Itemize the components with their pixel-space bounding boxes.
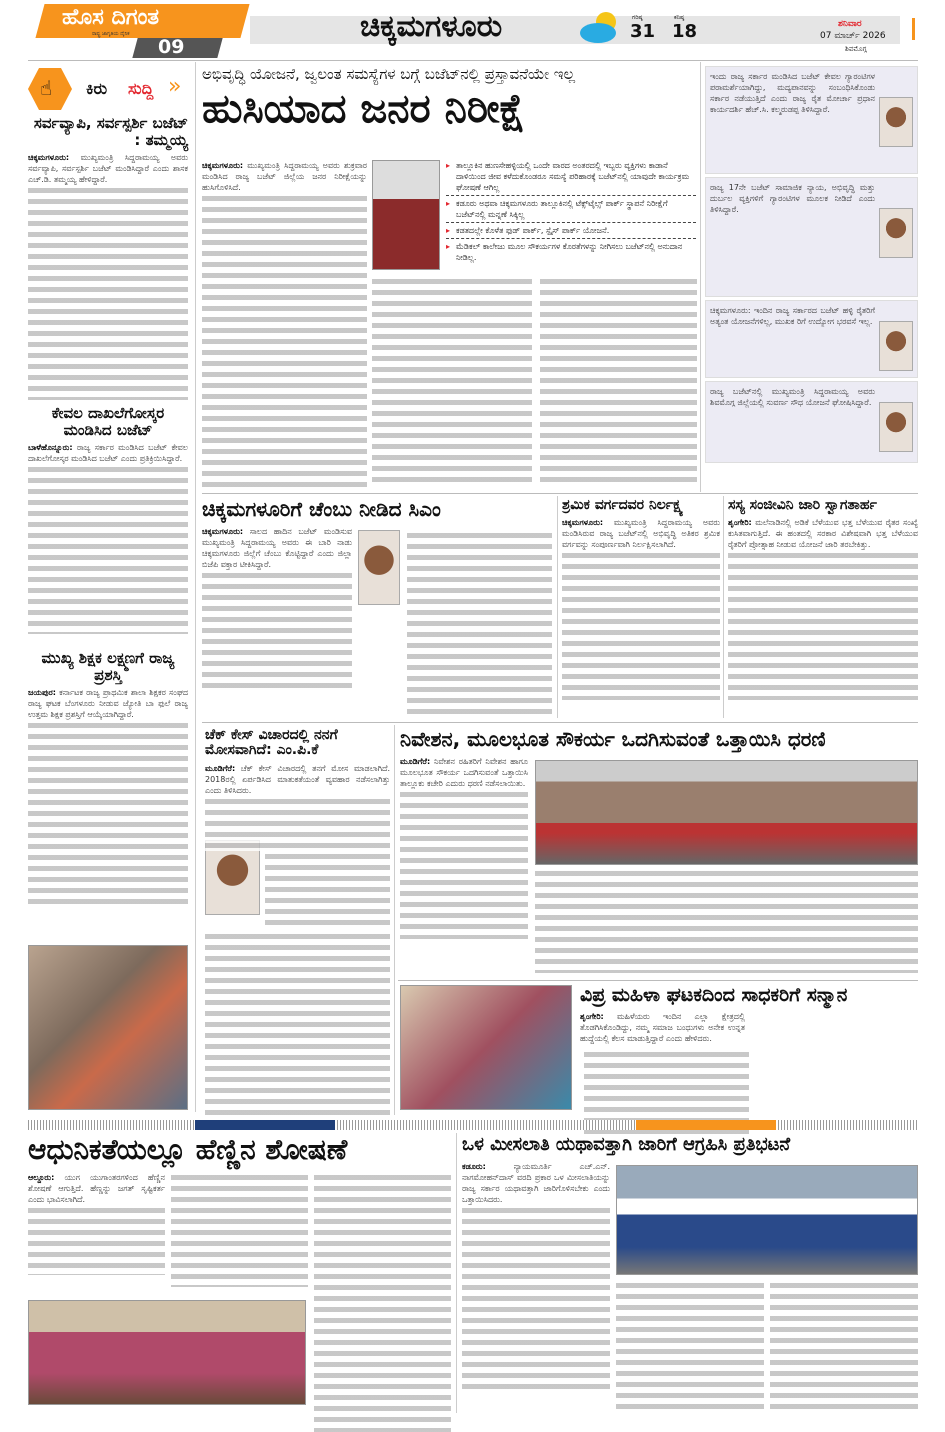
kirusuddi-label: ಕಿರು	[86, 79, 108, 98]
day: ಶನಿವಾರ	[838, 19, 862, 29]
portrait	[205, 840, 260, 915]
highlights	[446, 158, 696, 265]
highlight-item: ▸ ಮೆಡಿಕಲ್ ಕಾಲೇಜು ಮೂಲ ಸೌಕರ್ಯಗಳ ಕೊರತೆಗಳನ್ನು ನೀಗಿಸಲು ಬಜೆಟ್‌ನಲ್ಲಿ ಅನುದಾನ ನೀಡಿಲ್ಲ.	[446, 239, 696, 265]
kirusuddi-label-accent: ಸುದ್ದಿ	[128, 79, 154, 98]
logo-tagline: ರಾಷ್ಟ್ರ ಜಾಗೃತಿಯ ದೈನಿಕ	[92, 31, 130, 37]
portrait	[879, 402, 913, 452]
lead-text: ಸಾಲದ ಹಾದಿನ ಬಜೆಟ್ ಮಂಡಿಸುವ ಮುಖ್ಯಮಂತ್ರಿ ಸಿದ್ದರಾಮಯ್ಯ ಅವರು ಈ ಬಾರಿ ನಾಡು ಚಿಕ್ಕಮಗಳೂರು ಜಿಲ್ಲೆಗೆ ಚೆಂಬು ಕೊಟ್ಟಿದ್ದಾರೆ ಎಂದು ಜಿಲ್ಲಾ ಬಿಜೆಪಿ ವಕ್ತಾರ ಟೀಕಿಸಿದ್ದಾರೆ.	[202, 527, 352, 569]
lead-text: ನ್ಯಾಯಮೂರ್ತಿ ಎಚ್.ಎನ್. ನಾಗಮೋಹನ್‌ದಾಸ್ ವರದಿ ಪ್ರಕಾರ ಒಳ ಮೀಸಲಾತಿಯನ್ನು ರಾಜ್ಯ ಸರ್ಕಾರ ಯಥಾವತ್ತಾಗಿ ಜಾರಿಗೊಳಿಸಬೇಕು ಎಂದು ಒತ್ತಾಯಿಸಿದರು.	[462, 1161, 610, 1204]
portrait	[879, 321, 913, 371]
reaction-text: ಇಂದು ರಾಜ್ಯ ಸರ್ಕಾರ ಮಂಡಿಸಿದ ಬಜೆಟ್ ಕೇವಲ ಗ್ಯಾರಂಟಿಗಳ ಪರಾಮರ್ಶೆಯಾಗಿದ್ದು, ಮದ್ಯಪಾನವನ್ನು ಸಂಬಂಧಿಸಿಕೊಂಡು ಸರ್ಕಾರ ನಡೆಯುತ್ತಿದೆ ಎಂದು ರಾಜ್ಯ ರೈತ ಮೋರ್ಚಾ ಪ್ರಧಾನ ಕಾರ್ಯದರ್ಶಿ ಹೆಚ್.ಸಿ. ಕಲ್ಮರುಡಪ್ಪ ತಿಳಿಸಿದ್ದಾರೆ.	[710, 72, 875, 114]
hand-icon: ☝	[40, 76, 53, 100]
headline: ಆಧುನಿಕತೆಯಲ್ಲೂ ಹೆಣ್ಣಿನ ಶೋಷಣೆ	[28, 1133, 348, 1166]
lead-text: ಮುಖ್ಯಮಂತ್ರಿ ಸಿದ್ದರಾಮಯ್ಯ ಅವರು ಶುಕ್ರವಾರ ಮಂಡಿಸಿದ ರಾಜ್ಯ ಬಜೆಟ್ ಜಿಲ್ಲೆಯ ಜನರ ನಿರೀಕ್ಷೆಯನ್ನು ಹುಸಿಗೊಳಿಸಿದೆ.	[202, 161, 367, 192]
story-hennina-shoshane	[28, 1135, 453, 1432]
lead-text: ಮಹಿಳೆಯರು ಇಂದಿನ ಎಲ್ಲಾ ಕ್ಷೇತ್ರದಲ್ಲಿ ತೊಡಗಿಸಿಕೊಂಡಿದ್ದು, ನಮ್ಮ ಸಮಾಜ ಬಂಧುಗಳು ಅನೇಕ ಉನ್ನತ ಹುದ್ದೆಯಲ್ಲಿ ಕೆಲಸ ಮಾಡುತ್ತಿದ್ದಾರೆ ಎಂದು ಹೇಳಿದರು.	[580, 1011, 745, 1043]
headline: ಮುಖ್ಯ ಶಿಕ್ಷಕ ಲಕ್ಷ್ಮಣಗೆ ರಾಜ್ಯ ಪ್ರಶಸ್ತಿ	[41, 649, 175, 684]
dateline: ಬಾಳೆಹೊನ್ನೂರು:	[28, 443, 73, 452]
headline: ವಿಪ್ರ ಮಹಿಳಾ ಘಟಕದಿಂದ ಸಾಧಕರಿಗೆ ಸನ್ಮಾನ	[580, 984, 848, 1006]
headline: ಚೆಕ್ ಕೇಸ್ ವಿಚಾರದಲ್ಲಿ ನನಗೆ ಮೋಸವಾಗಿದೆ: ಎಂ.ಪಿ.ಕೆ	[205, 727, 338, 759]
min-temp: 18	[672, 21, 698, 42]
women-day-photo	[28, 1300, 306, 1405]
protest-march-photo	[616, 1165, 918, 1275]
section-divider	[28, 1120, 918, 1130]
dateline: ಜಯಪುರ:	[28, 688, 56, 697]
story-sasya-sanjeevini	[728, 498, 918, 700]
lead-text: ಚೆಕ್ ಕೇಸ್ ವಿಚಾರದಲ್ಲಿ ತನಗೆ ಮೋಸ ಮಾಡಲಾಗಿದೆ. 2018ರಲ್ಲಿ ಏರ್ಪಡಿಸಿದ ಮಾತುಕತೆಯಂತೆ ವ್ಯವಹಾರ ನಡೆಸಲಾಗಿತ್ತು ಎಂದು ತಿಳಿಸಿದರು.	[205, 763, 390, 795]
lead-text: ರಾಜ್ಯ ಸರ್ಕಾರ ಮಂಡಿಸಿದ ಬಜೆಟ್ ಕೇವಲ ದಾಖಲೆಗೋಸ್ಕರ ಮಂಡಿಸಿದ ಬಜೆಟ್ ಎಂದು ಪ್ರತಿಕ್ರಿಯಿಸಿದ್ದಾರೆ.	[28, 443, 188, 463]
headline: ಚಿಕ್ಕಮಗಳೂರಿಗೆ ಚೆಂಬು ನೀಡಿದ ಸಿಎಂ	[202, 497, 441, 521]
award-photo	[28, 945, 188, 1110]
date: 07 ಮಾರ್ಚ್ 2026	[820, 31, 886, 41]
left-story-3	[28, 650, 188, 910]
reaction-box	[705, 66, 918, 174]
headline: ಒಳ ಮೀಸಲಾತಿ ಯಥಾವತ್ತಾಗಿ ಜಾರಿಗೆ ಆಗ್ರಹಿಸಿ ಪ್ರತಿಭಟನೆ	[462, 1134, 791, 1155]
story-check-case	[205, 728, 390, 1131]
protest-photo	[535, 760, 918, 865]
page-number: 09	[158, 36, 185, 58]
left-story-2	[28, 405, 188, 634]
dateline: ಶೃಂಗೇರಿ:	[728, 518, 752, 528]
max-temp-label: ಗರಿಷ್ಠ	[632, 14, 643, 21]
reaction-box	[705, 177, 918, 297]
dateline: ಮೂಡಿಗೆರೆ:	[205, 763, 236, 773]
reaction-box	[705, 381, 918, 463]
dateline: ಶೃಂಗೇರಿ:	[580, 1011, 604, 1021]
headline: ಹುಸಿಯಾದ ಜನರ ನಿರೀಕ್ಷೆ	[202, 85, 526, 132]
headline: ನಿವೇಶನ, ಮೂಲಭೂತ ಸೌಕರ್ಯ ಒದಗಿಸುವಂತೆ ಒತ್ತಾಯಿಸಿ ಧರಣಿ	[400, 727, 826, 751]
portrait	[358, 530, 400, 605]
masthead	[0, 0, 945, 60]
reaction-text: ರಾಜ್ಯ ಬಜೆಟ್‌ನಲ್ಲಿ ಮುಖ್ಯಮಂತ್ರಿ ಸಿದ್ದರಾಮಯ್ಯ ಅವರು ಶಿವಮೊಗ್ಗ ಜಿಲ್ಲೆಯಲ್ಲಿ ಸುವರ್ಣ ಸೌಧ ಯೋಜನೆ ಘೋಷಿಸಿದ್ದಾರೆ.	[710, 387, 875, 407]
reaction-box	[705, 300, 918, 378]
weather-icon	[578, 8, 623, 44]
dateline: ಚಿಕ್ಕಮಗಳೂರು:	[202, 527, 244, 536]
lead-text: ಮುಖ್ಯಮಂತ್ರಿ ಸಿದ್ದರಾಮಯ್ಯ ಅವರು ಮಂಡಿಸಿರುವ ರಾಜ್ಯ ಬಜೆಟ್‌ನಲ್ಲಿ ಅಭಿವೃದ್ಧಿ ಅತಿಕರ ಶ್ರಮಿಕ ವರ್ಗವನ್ನು ಸಂಪೂರ್ಣವಾಗಿ ನಿರ್ಲಕ್ಷಿಸಲಾಗಿದೆ.	[562, 518, 720, 550]
kirusuddi-logo: ☝ ಕಿರು ಸುದ್ದಿ »	[28, 66, 188, 112]
dateline: ಚಿಕ್ಕಮಗಳೂರು:	[202, 161, 244, 170]
left-story-1	[28, 115, 188, 400]
highlight-item: ▸ ತಾಲ್ಲೂಕಿನ ಹುಣಸೇಹಳ್ಳಿಯಲ್ಲಿ ಒಂದೇ ವಾರದ ಅಂತರದಲ್ಲಿ ಇಬ್ಬರು ವ್ಯಕ್ತಿಗಳು ಕಾಡಾನೆ ದಾಳಿಯಿಂದ ಜೀವ ಕಳೆದುಕೊಂಡರೂ ಸಮಸ್ಯೆ ಪರಿಹಾರಕ್ಕೆ ಬಜೆಟ್‌ನಲ್ಲಿ ಯಾವುದೇ ಕಾರ್ಯಕ್ರಮ ಘೋಷಣೆ ಆಗಿಲ್ಲ	[446, 158, 696, 196]
headline: ಸರ್ವವ್ಯಾಪಿ, ಸರ್ವಸ್ಪರ್ಶಿ ಬಜೆಟ್ : ತಮ್ಮಯ್ಯ	[33, 114, 188, 149]
lead-text: ಮುಖ್ಯಮಂತ್ರಿ ಸಿದ್ದರಾಮಯ್ಯ ಅವರು ಸರ್ವವ್ಯಾಪಿ, ಸರ್ವಸ್ಪರ್ಶಿ ಬಜೆಟ್ ಮಂಡಿಸಿದ್ದಾರೆ ಎಂದು ಶಾಸಕ ಎಚ್.ಡಿ. ತಮ್ಮಯ್ಯ ಹೇಳಿದ್ದಾರೆ.	[28, 153, 188, 184]
lead-text: ಕರ್ನಾಟಕ ರಾಜ್ಯ ಪ್ರಾಥಮಿಕ ಶಾಲಾ ಶಿಕ್ಷಕರ ಸಂಘದ ರಾಜ್ಯ ಘಟಕ ಬೆಂಗಳೂರು ನೀಡುವ ಜ್ಯೋತಿ ಬಾ ಫುಲೆ ರಾಜ್ಯ ಉತ್ತಮ ಶಿಕ್ಷಕ ಪ್ರಶಸ್ತಿಗೆ ಆಯ್ಕೆಯಾಗಿದ್ದಾರೆ.	[28, 688, 188, 719]
headline: ಶ್ರಮಿಕ ವರ್ಗದವರ ನಿರ್ಲಕ್ಷ್ಯ	[562, 497, 684, 513]
portrait	[879, 208, 913, 258]
reaction-text: ಚಿಕ್ಕಮಗಳೂರು: ಇಂದಿನ ರಾಜ್ಯ ಸರ್ಕಾರದ ಬಜೆಟ್ ಹಳ್ಳಿ ರೈತರಿಗೆ ಅತ್ಯಂತ ಯೋಜನೆಗಳಿಲ್ಲ, ಮುಖಕ ರಿಗೆ ಉದ್ಯೋಗ ಭರವಸೆ ಇಲ್ಲ.	[710, 306, 875, 326]
portrait	[879, 97, 913, 147]
edition: ಶಿವಮೊಗ್ಗ	[845, 45, 867, 53]
lead-text: ಯುಗ ಯುಗಾಂತರಗಳಿಂದ ಹೆಣ್ಣಿನ ಶೋಷಣೆ ಆಗುತ್ತಿದೆ. ಹೆಣ್ಣನ್ನು ಜಗತ್ ಸೃಷ್ಟಿಕರ್ತ ಎಂದು ಭಾವಿಸಲಾಗಿದೆ.	[28, 1172, 165, 1204]
story-ola-meesalati	[462, 1135, 918, 1395]
dateline: ಕಡೂರು:	[462, 1161, 486, 1171]
logo: ಹೊಸ ದಿಗಂತ	[62, 5, 160, 30]
headline: ಸಸ್ಯ ಸಂಜೀವಿನಿ ಜಾರಿ ಸ್ವಾಗತಾರ್ಹ	[728, 497, 877, 513]
dateline: ಆಲ್ದೂರು:	[28, 1172, 55, 1182]
dateline: ಚಿಕ್ಕಮಗಳೂರು:	[562, 518, 604, 528]
max-temp: 31	[630, 21, 656, 42]
cm-budget-photo	[372, 160, 440, 270]
dateline: ಮೂಡಿಗೆರೆ:	[400, 757, 431, 766]
edition-city: ಚಿಕ್ಕಮಗಳೂರು	[360, 9, 503, 44]
felicitation-photo	[400, 985, 572, 1110]
headline: ಕೇವಲ ದಾಖಲೆಗೋಸ್ಕರ ಮಂಡಿಸಿದ ಬಜೆಟ್	[51, 404, 165, 439]
min-temp-label: ಕನಿಷ್ಠ	[674, 14, 685, 21]
story-dharani	[400, 728, 918, 973]
lead-text: ನಿವೇಶನ ರಹಿತರಿಗೆ ನಿವೇಶನ ಹಾಗೂ ಮೂಲಭೂತ ಸೌಕರ್ಯ ಒದಗಿಸುವಂತೆ ಒತ್ತಾಯಿಸಿ ತಾಲ್ಲೂಕು ಕಚೇರಿ ಎದುರು ಧರಣಿ ನಡೆಸಲಾಯಿತು.	[400, 757, 528, 788]
story-chembu	[202, 498, 552, 690]
kicker: ಅಭಿವೃದ್ಧಿ ಯೋಜನೆ, ಜ್ವಲಂತ ಸಮಸ್ಯೆಗಳ ಬಗ್ಗೆ ಬಜೆಟ್‌ನಲ್ಲಿ ಪ್ರಸ್ತಾವನೆಯೇ ಇಲ್ಲ	[202, 65, 576, 83]
story-shramika	[562, 498, 720, 700]
dateline: ಚಿಕ್ಕಮಗಳೂರು:	[28, 153, 70, 162]
lead-story	[202, 66, 697, 491]
reaction-sidebar	[705, 66, 918, 463]
reaction-text: ರಾಜ್ಯ 17ನೇ ಬಜೆಟ್ ಸಾಮಾಜಿಕ ನ್ಯಾಯ, ಅಭಿವೃದ್ಧಿ ಮತ್ತು ದುರ್ಬಲ ವ್ಯಕ್ತಿಗಳಿಗೆ ಗ್ಯಾರಂಟಿಗಳ ಮೂಲಕ ನೀಡಿದೆ ಎಂದು ತಿಳಿಸಿದ್ದಾರೆ.	[710, 183, 875, 214]
lead-text: ಮಲೆನಾಡಿನಲ್ಲಿ ಅಡಿಕೆ ಬೆಳೆಯುವ ಭತ್ತ ಬೆಳೆಯುವ ರೈತರ ಸಂಖ್ಯೆ ಕುಸಿತವಾಗುತ್ತಿದೆ. ಈ ಹಂತದಲ್ಲಿ ಸರಕಾರ ವಿಶೇಷವಾಗಿ ಭತ್ತ ಬೆಳೆಯುವ ರೈತರಿಗೆ ಪ್ರೋತ್ಸಾಹ ನೀಡುವ ಯೋಜನೆ ಜಾರಿ ತರಬೇಕಿತ್ತು.	[728, 518, 918, 550]
highlight-item: ▸ ಕಡತದಲ್ಲೇ ಕೊಳೆತ ಫುಡ್ ಪಾರ್ಕ್, ಸ್ಪೈಸ್ ಪಾರ್ಕ್ ಯೋಜನೆ.	[446, 223, 696, 239]
highlight-item: ▸ ಕಡೂರು ಅಥವಾ ಚಿಕ್ಕಮಗಳೂರು ತಾಲ್ಲೂಕಿನಲ್ಲಿ ಟೆಕ್ಸ್‌ಟೈಲ್ಸ್ ಪಾರ್ಕ್ ಸ್ಥಾಪನೆ ನಿರೀಕ್ಷೆಗೆ ಬಜೆಟ್‌ನಲ್ಲಿ ಮನ್ನಣೆ ಸಿಕ್ಕಿಲ್ಲ	[446, 196, 696, 223]
